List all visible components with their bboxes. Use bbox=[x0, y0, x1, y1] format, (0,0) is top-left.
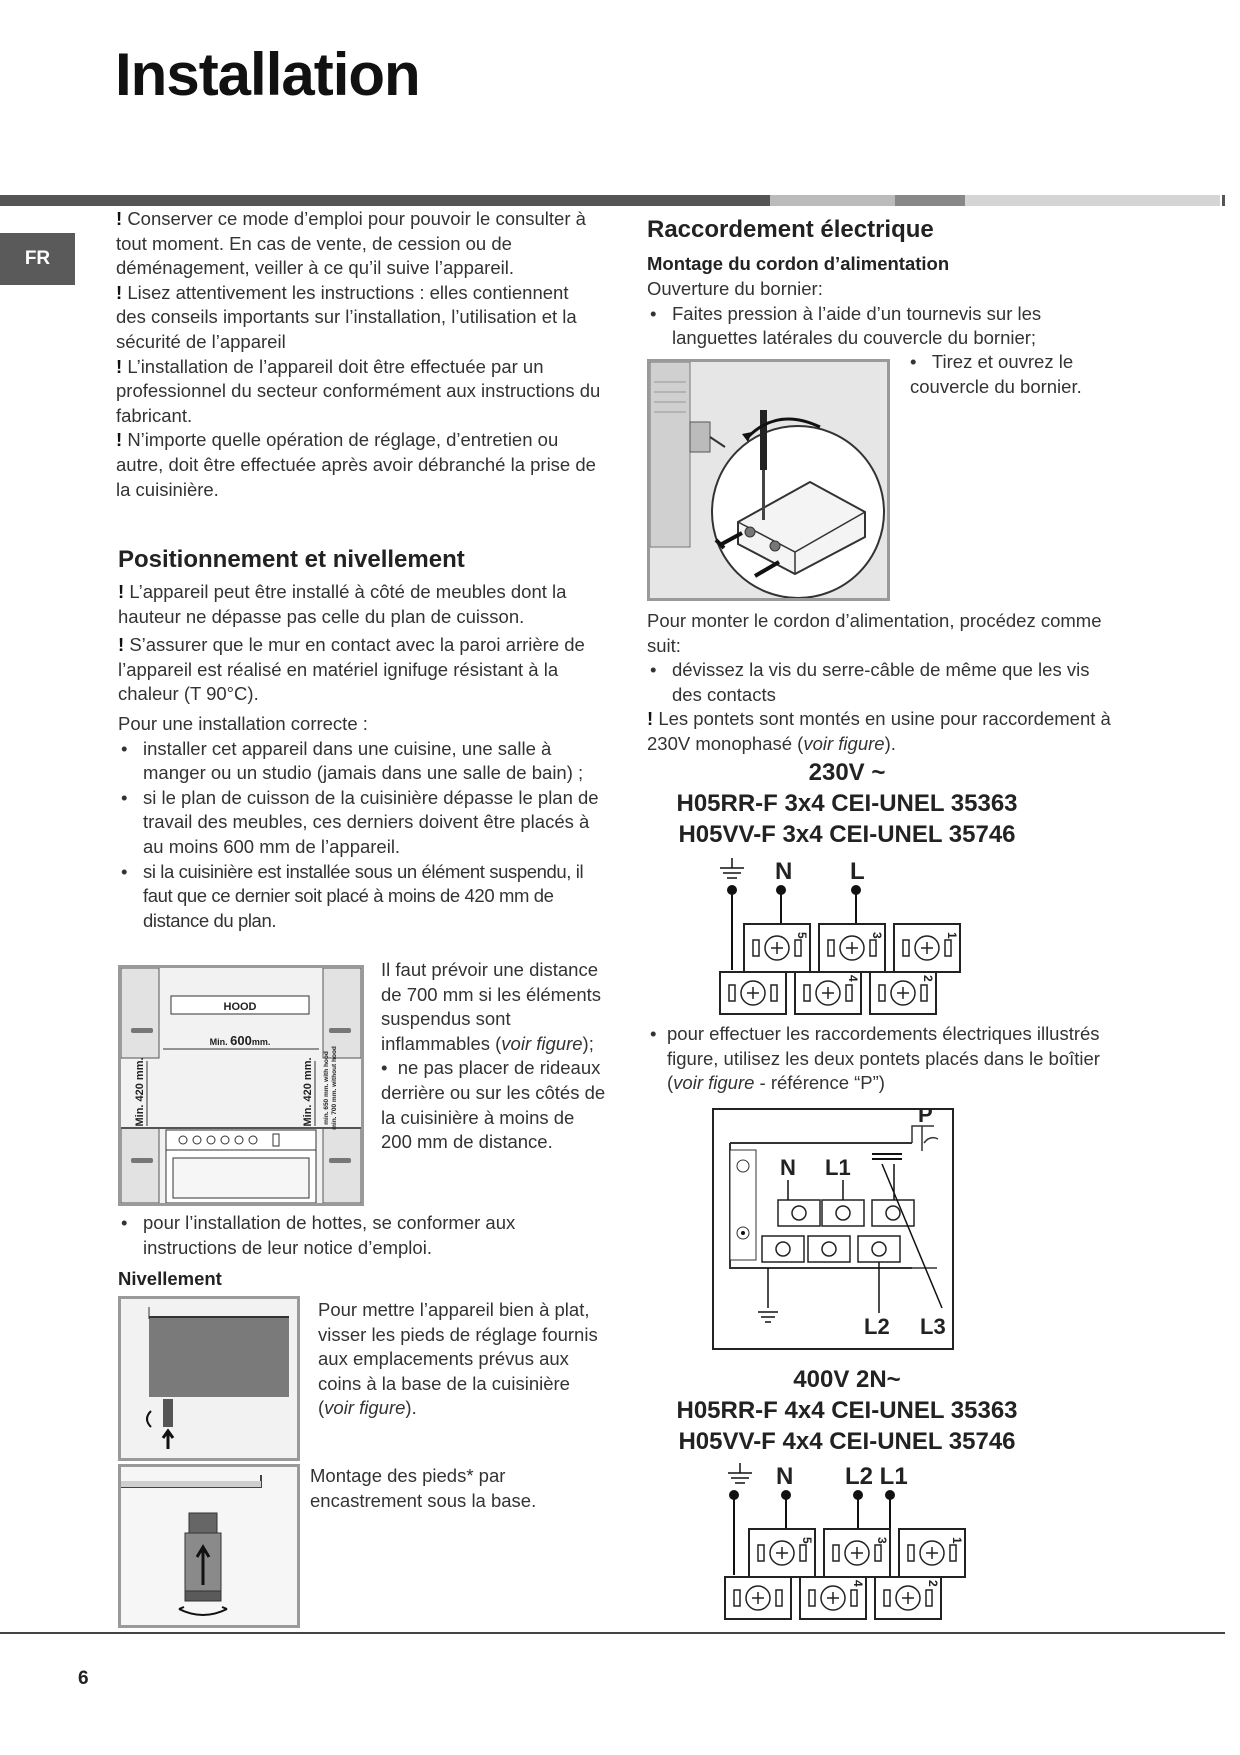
with-hood-label: min. 650 mm. with hood bbox=[323, 1051, 330, 1125]
procedure-intro: Pour monter le cordon d’alimentation, procédez comme suit: bbox=[647, 610, 1102, 656]
line-label: L bbox=[850, 858, 865, 885]
positioning-paragraph: ! S’assurer que le mur en contact avec la paroi arrière de l’appareil est réalisé en matériel ignifuge résistant à la chaleur (T 90°C). bbox=[118, 634, 585, 705]
feet-drawing bbox=[121, 1467, 297, 1625]
page-title: Installation bbox=[115, 41, 420, 108]
feet-paragraph: Montage des pieds* par encastrement sous la base. bbox=[310, 1465, 537, 1511]
footer-rule bbox=[0, 1632, 1225, 1634]
terminal-number: 5 bbox=[800, 1537, 814, 1544]
list-item: • si le plan de cuisson de la cuisinière dépasse le plan de travail des meubles, ces derniers doivent être placés à au moins 600 mm de l’appareil. bbox=[118, 786, 606, 860]
neutral-label: N bbox=[775, 858, 793, 885]
intro-paragraph: ! Conserver ce mode d’emploi pour pouvoir le consulter à tout moment. En cas de vente, de cession ou de déménagement, veiller à ce qu’il suive l’appareil. bbox=[116, 208, 586, 279]
terminal-number: 3 bbox=[870, 932, 884, 939]
opening-label: Ouverture du bornier: bbox=[647, 278, 823, 299]
terminal-number: 3 bbox=[875, 1537, 889, 1544]
terminal-number: 2 bbox=[921, 975, 935, 982]
l3-label: L3 bbox=[920, 1314, 946, 1339]
terminal-number: 4 bbox=[846, 975, 860, 982]
list-item: • si la cuisinière est installée sous un élément suspendu, il faut que ce dernier soit placé à moins de 420 mm de distance du plan. bbox=[118, 860, 606, 934]
intro-paragraph: ! L’installation de l’appareil doit être effectuée par un professionnel du secteur conformément aux instructions du fabricant. bbox=[116, 355, 601, 426]
feet-text bbox=[310, 1464, 610, 1513]
spec-line: 400V 2N~ bbox=[793, 1366, 901, 1393]
header-rule-segment bbox=[965, 195, 1220, 206]
terminal-number: 1 bbox=[950, 1537, 964, 1544]
opening-block bbox=[647, 277, 1117, 351]
spec-400v bbox=[647, 1364, 1047, 1457]
hood-side-text bbox=[381, 958, 606, 1155]
right-height-label: Min. 420 mm. bbox=[302, 1057, 314, 1127]
leveling-drawing bbox=[121, 1299, 297, 1458]
neutral-label: N bbox=[776, 1463, 794, 1490]
bridge-diagram bbox=[712, 1108, 954, 1350]
hood-clearance-drawing bbox=[121, 968, 361, 1203]
header-rule-end bbox=[1222, 195, 1225, 206]
leveling-text bbox=[318, 1298, 608, 1421]
correct-install-intro: Pour une installation correcte : bbox=[118, 712, 368, 734]
hood-clearance-figure bbox=[118, 965, 364, 1206]
hood-bullet-block bbox=[118, 1211, 606, 1260]
terminal-box-figure bbox=[647, 359, 890, 601]
leveling-figure bbox=[118, 1296, 300, 1461]
terminal-number: 1 bbox=[945, 932, 959, 939]
intro-paragraph: ! N’importe quelle opération de réglage, d’entretien ou autre, doit être effectuée après avoir débranché la prise de la cuisinière. bbox=[116, 429, 596, 500]
correct-install-list bbox=[118, 737, 606, 934]
spec-line: H05VV-F 3x4 CEI-UNEL 35746 bbox=[678, 821, 1016, 848]
positioning-paragraph: ! L’appareil peut être installé à côté de meubles dont la hauteur ne dépasse pas celle du plan de cuisson. bbox=[118, 581, 567, 627]
list-item: • installer cet appareil dans une cuisine, une salle à manger ou un studio (jamais dans une salle de bain) ; bbox=[118, 737, 606, 786]
spec-230v bbox=[647, 757, 1047, 850]
bridge-p-label: P bbox=[918, 1108, 933, 1127]
l1-label: L1 bbox=[825, 1155, 851, 1180]
factory-note: ! Les pontets sont montés en usine pour raccordement à 230V monophasé (voir figure). bbox=[647, 708, 1111, 754]
hood-label: HOOD bbox=[223, 1001, 257, 1013]
terminal-number: 2 bbox=[926, 1580, 940, 1587]
leveling-heading: Nivellement bbox=[118, 1268, 222, 1289]
hood-distance-paragraph: Il faut prévoir une distance de 700 mm si les éléments suspendus sont inflammables (voir figure); bbox=[381, 959, 602, 1054]
wiring-diagram-400v bbox=[713, 1455, 983, 1625]
list-item: • pour l’installation de hottes, se conformer aux instructions de leur notice d’emploi. bbox=[118, 1211, 606, 1260]
left-height-label: Min. 420 mm. bbox=[134, 1057, 146, 1127]
positioning-block bbox=[118, 580, 606, 933]
spec-line: H05RR-F 3x4 CEI-UNEL 35363 bbox=[676, 790, 1018, 817]
spec-line: H05RR-F 4x4 CEI-UNEL 35363 bbox=[676, 1397, 1018, 1424]
spec-line: 230V ~ bbox=[808, 759, 886, 786]
spec-line: H05VV-F 4x4 CEI-UNEL 35746 bbox=[678, 1428, 1016, 1455]
positioning-heading: Positionnement et nivellement bbox=[118, 546, 465, 573]
language-badge: FR bbox=[0, 233, 75, 285]
intro-paragraph: ! Lisez attentivement les instructions : elles contiennent des conseils importants sur l’installation, l’utilisation et la sécurité de l’appareil bbox=[116, 281, 577, 352]
bridge-bullet-block bbox=[647, 1022, 1117, 1096]
terminal-number: 5 bbox=[795, 932, 809, 939]
leveling-paragraph: Pour mettre l’appareil bien à plat, visser les pieds de réglage fournis aux emplacements prévus aux coins à la base de la cuisinière (voir figure). bbox=[318, 1299, 598, 1419]
intro-block bbox=[116, 207, 601, 502]
l2-label: L2 bbox=[864, 1314, 890, 1339]
opening-bullet-2 bbox=[910, 350, 1120, 399]
l2-l1-label: L2 L1 bbox=[845, 1463, 908, 1490]
list-item: • Faites pression à l’aide d’un tournevis sur les languettes latérales du couvercle du bornier; bbox=[647, 302, 1117, 351]
neutral-label: N bbox=[780, 1155, 796, 1180]
terminal-number: 4 bbox=[851, 1580, 865, 1587]
list-item: • dévissez la vis du serre-câble de même que les vis des contacts bbox=[647, 658, 1122, 707]
wiring-diagram-230v bbox=[705, 850, 975, 1020]
header-rule-segment bbox=[770, 195, 895, 206]
procedure-block bbox=[647, 609, 1122, 757]
without-hood-label: min. 700 mm. without hood bbox=[331, 1046, 338, 1130]
terminal-box-drawing bbox=[650, 362, 887, 598]
width-label: Min. 600mm. bbox=[209, 1033, 271, 1048]
list-item: • Tirez et ouvrez le couvercle du bornier. bbox=[910, 351, 1082, 397]
header-rule bbox=[0, 195, 770, 206]
page-number: 6 bbox=[78, 1668, 89, 1689]
header-rule-segment bbox=[895, 195, 965, 206]
curtains-paragraph: • ne pas placer de rideaux derrière ou sur les côtés de la cuisinière à moins de 200 mm de distance. bbox=[381, 1057, 606, 1153]
feet-figure bbox=[118, 1464, 300, 1628]
electrical-heading: Raccordement électrique bbox=[647, 216, 934, 243]
cord-sub-heading: Montage du cordon d’alimentation bbox=[647, 253, 950, 274]
list-item: • pour effectuer les raccordements électriques illustrés figure, utilisez les deux pontets placés dans le boîtier (voir figure - référence “P”) bbox=[647, 1022, 1117, 1096]
